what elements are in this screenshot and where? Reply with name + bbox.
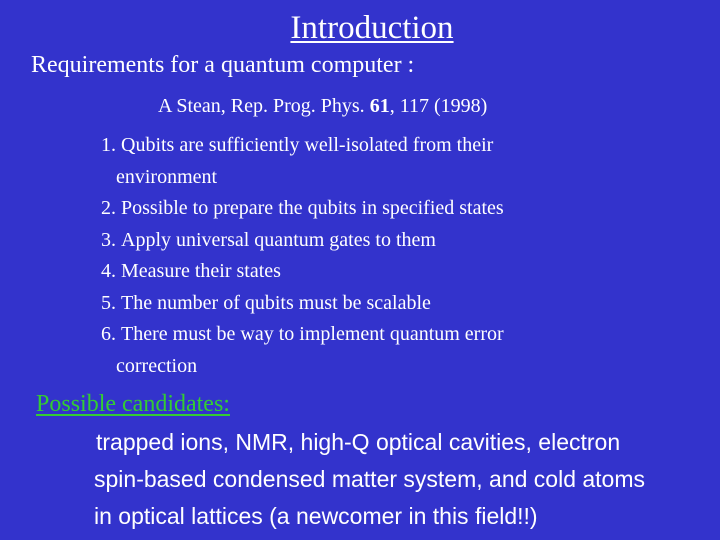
reference-authors: A Stean, Rep. Prog. Phys. (158, 95, 370, 117)
reference-citation (158, 92, 487, 120)
reference-pages-year: , 117 (1998) (389, 95, 488, 117)
requirement-number: 2. (101, 197, 116, 219)
requirements-list (88, 130, 504, 382)
requirement-line: There must be way to implement quantum error (121, 323, 504, 345)
requirement-continuation (88, 162, 504, 194)
slide-title: Introduction (290, 10, 454, 46)
requirement-text-5 (116, 288, 431, 320)
requirement-text-4 (116, 256, 281, 288)
reference-volume: 61 (369, 95, 390, 117)
requirement-line: Measure their states (121, 260, 281, 282)
requirement-text-1 (116, 130, 493, 162)
requirement-item (88, 130, 504, 162)
requirement-line: correction (116, 354, 198, 377)
requirement-text-3 (116, 225, 436, 257)
requirement-number: 6. (101, 323, 116, 345)
candidates-line: spin-based condensed matter system, and cold atoms (94, 466, 646, 492)
requirement-line: Apply universal quantum gates to them (121, 228, 436, 251)
requirement-line: Qubits are sufficiently well-isolated from their (121, 134, 494, 156)
requirement-number: 5. (101, 291, 116, 314)
requirement-continuation (88, 351, 504, 383)
requirement-text-6 (116, 319, 504, 351)
requirement-number: 3. (101, 228, 116, 251)
requirement-line: environment (116, 165, 218, 188)
candidates-line: in optical lattices (a newcomer in this field!!) (94, 503, 538, 529)
requirement-item (88, 256, 504, 288)
requirement-item (88, 193, 504, 225)
candidates-line: trapped ions, NMR, high-Q optical cavities, electron (96, 429, 621, 455)
requirement-number: 1. (101, 134, 116, 156)
requirement-item (88, 319, 504, 351)
candidates-heading: Possible candidates: (36, 391, 230, 417)
requirement-item (88, 225, 504, 257)
requirements-heading: Requirements for a quantum computer : (31, 52, 415, 78)
requirement-number: 4. (101, 260, 116, 282)
requirement-line: Possible to prepare the qubits in specified states (121, 197, 504, 219)
candidates-text (94, 424, 645, 535)
requirement-text-2 (116, 193, 504, 225)
requirement-item (88, 288, 504, 320)
requirement-line: The number of qubits must be scalable (121, 291, 431, 314)
